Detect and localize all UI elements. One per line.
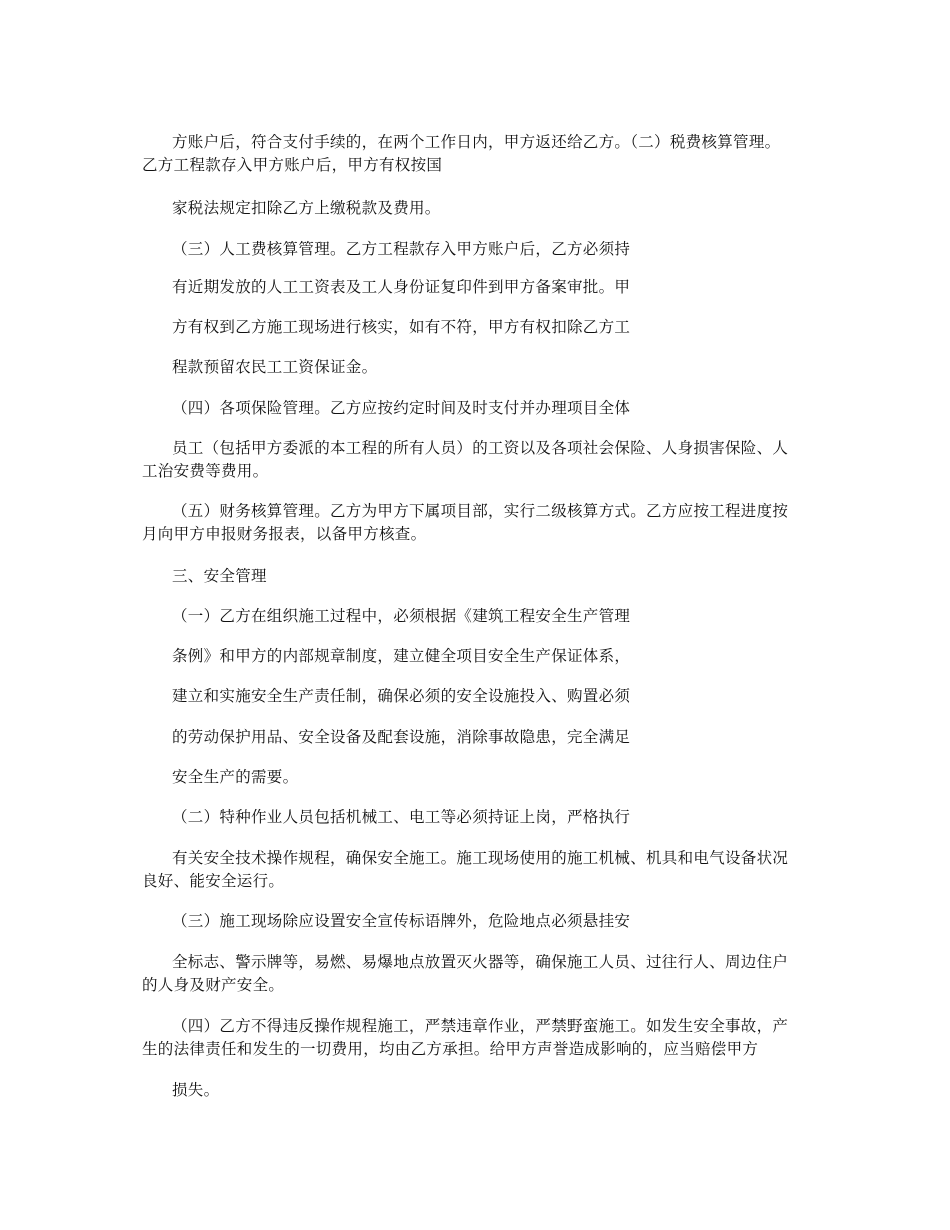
paragraph-line: （四）各项保险管理。乙方应按约定时间及时支付并办理项目全体 <box>172 399 631 417</box>
paragraph-line: 安全生产的需要。 <box>172 768 299 786</box>
section-heading: 三、安全管理 <box>172 567 267 585</box>
paragraph-line: （五）财务核算管理。乙方为甲方下属项目部，实行二级核算方式。乙方应按工程进度按 <box>172 502 789 520</box>
paragraph-line: 家税法规定扣除乙方上缴税款及费用。 <box>172 199 441 217</box>
paragraph-line: 程款预留农民工工资保证金。 <box>172 358 378 376</box>
paragraph-line: 条例》和甲方的内部规章制度，建立健全项目安全生产保证体系， <box>172 647 631 665</box>
paragraph-line: （二）特种作业人员包括机械工、电工等必须持证上岗，严格执行 <box>172 808 631 826</box>
paragraph-line: 月向甲方申报财务报表，以备甲方核查。 <box>142 525 427 543</box>
paragraph-line: 的人身及财产安全。 <box>142 976 285 994</box>
paragraph-line: 全标志、警示牌等，易燃、易爆地点放置灭火器等，确保施工人员、过往行人、周边住户 <box>172 953 789 971</box>
paragraph-line: 有近期发放的人工工资表及工人身份证复印件到甲方备案审批。甲 <box>172 278 631 296</box>
paragraph-line: （一）乙方在组织施工过程中，必须根据《建筑工程安全生产管理 <box>172 607 631 625</box>
paragraph-line: 有关安全技术操作规程，确保安全施工。施工现场使用的施工机械、机具和电气设备状况 <box>172 849 789 867</box>
paragraph-line: 乙方工程款存入甲方账户后，甲方有权按国 <box>142 156 443 174</box>
paragraph-line: （四）乙方不得违反操作规程施工，严禁违章作业，严禁野蛮施工。如发生安全事故，产 <box>172 1017 789 1035</box>
paragraph-line: 建立和实施安全生产责任制，确保必须的安全设施投入、购置必须 <box>172 687 631 705</box>
paragraph-line: 员工（包括甲方委派的本工程的所有人员）的工资以及各项社会保险、人身损害保险、人 <box>172 439 789 457</box>
paragraph-line: 良好、能安全运行。 <box>142 872 285 890</box>
paragraph-line: （三）人工费核算管理。乙方工程款存入甲方账户后，乙方必须持 <box>172 240 631 258</box>
paragraph-line: 方账户后，符合支付手续的，在两个工作日内，甲方返还给乙方。（二）税费核算管理。 <box>172 133 781 151</box>
paragraph-line: 生的法律责任和发生的一切费用，均由乙方承担。给甲方声誉造成影响的，应当赔偿甲方 <box>142 1040 759 1058</box>
paragraph-line: （三）施工现场除应设置安全宣传标语牌外，危险地点必须悬挂安 <box>172 912 631 930</box>
paragraph-line: 损失。 <box>172 1081 220 1099</box>
paragraph-line: 工治安费等费用。 <box>142 462 269 480</box>
paragraph-line: 方有权到乙方施工现场进行核实，如有不符，甲方有权扣除乙方工 <box>172 318 631 336</box>
paragraph-line: 的劳动保护用品、安全设备及配套设施，消除事故隐患，完全满足 <box>172 728 631 746</box>
